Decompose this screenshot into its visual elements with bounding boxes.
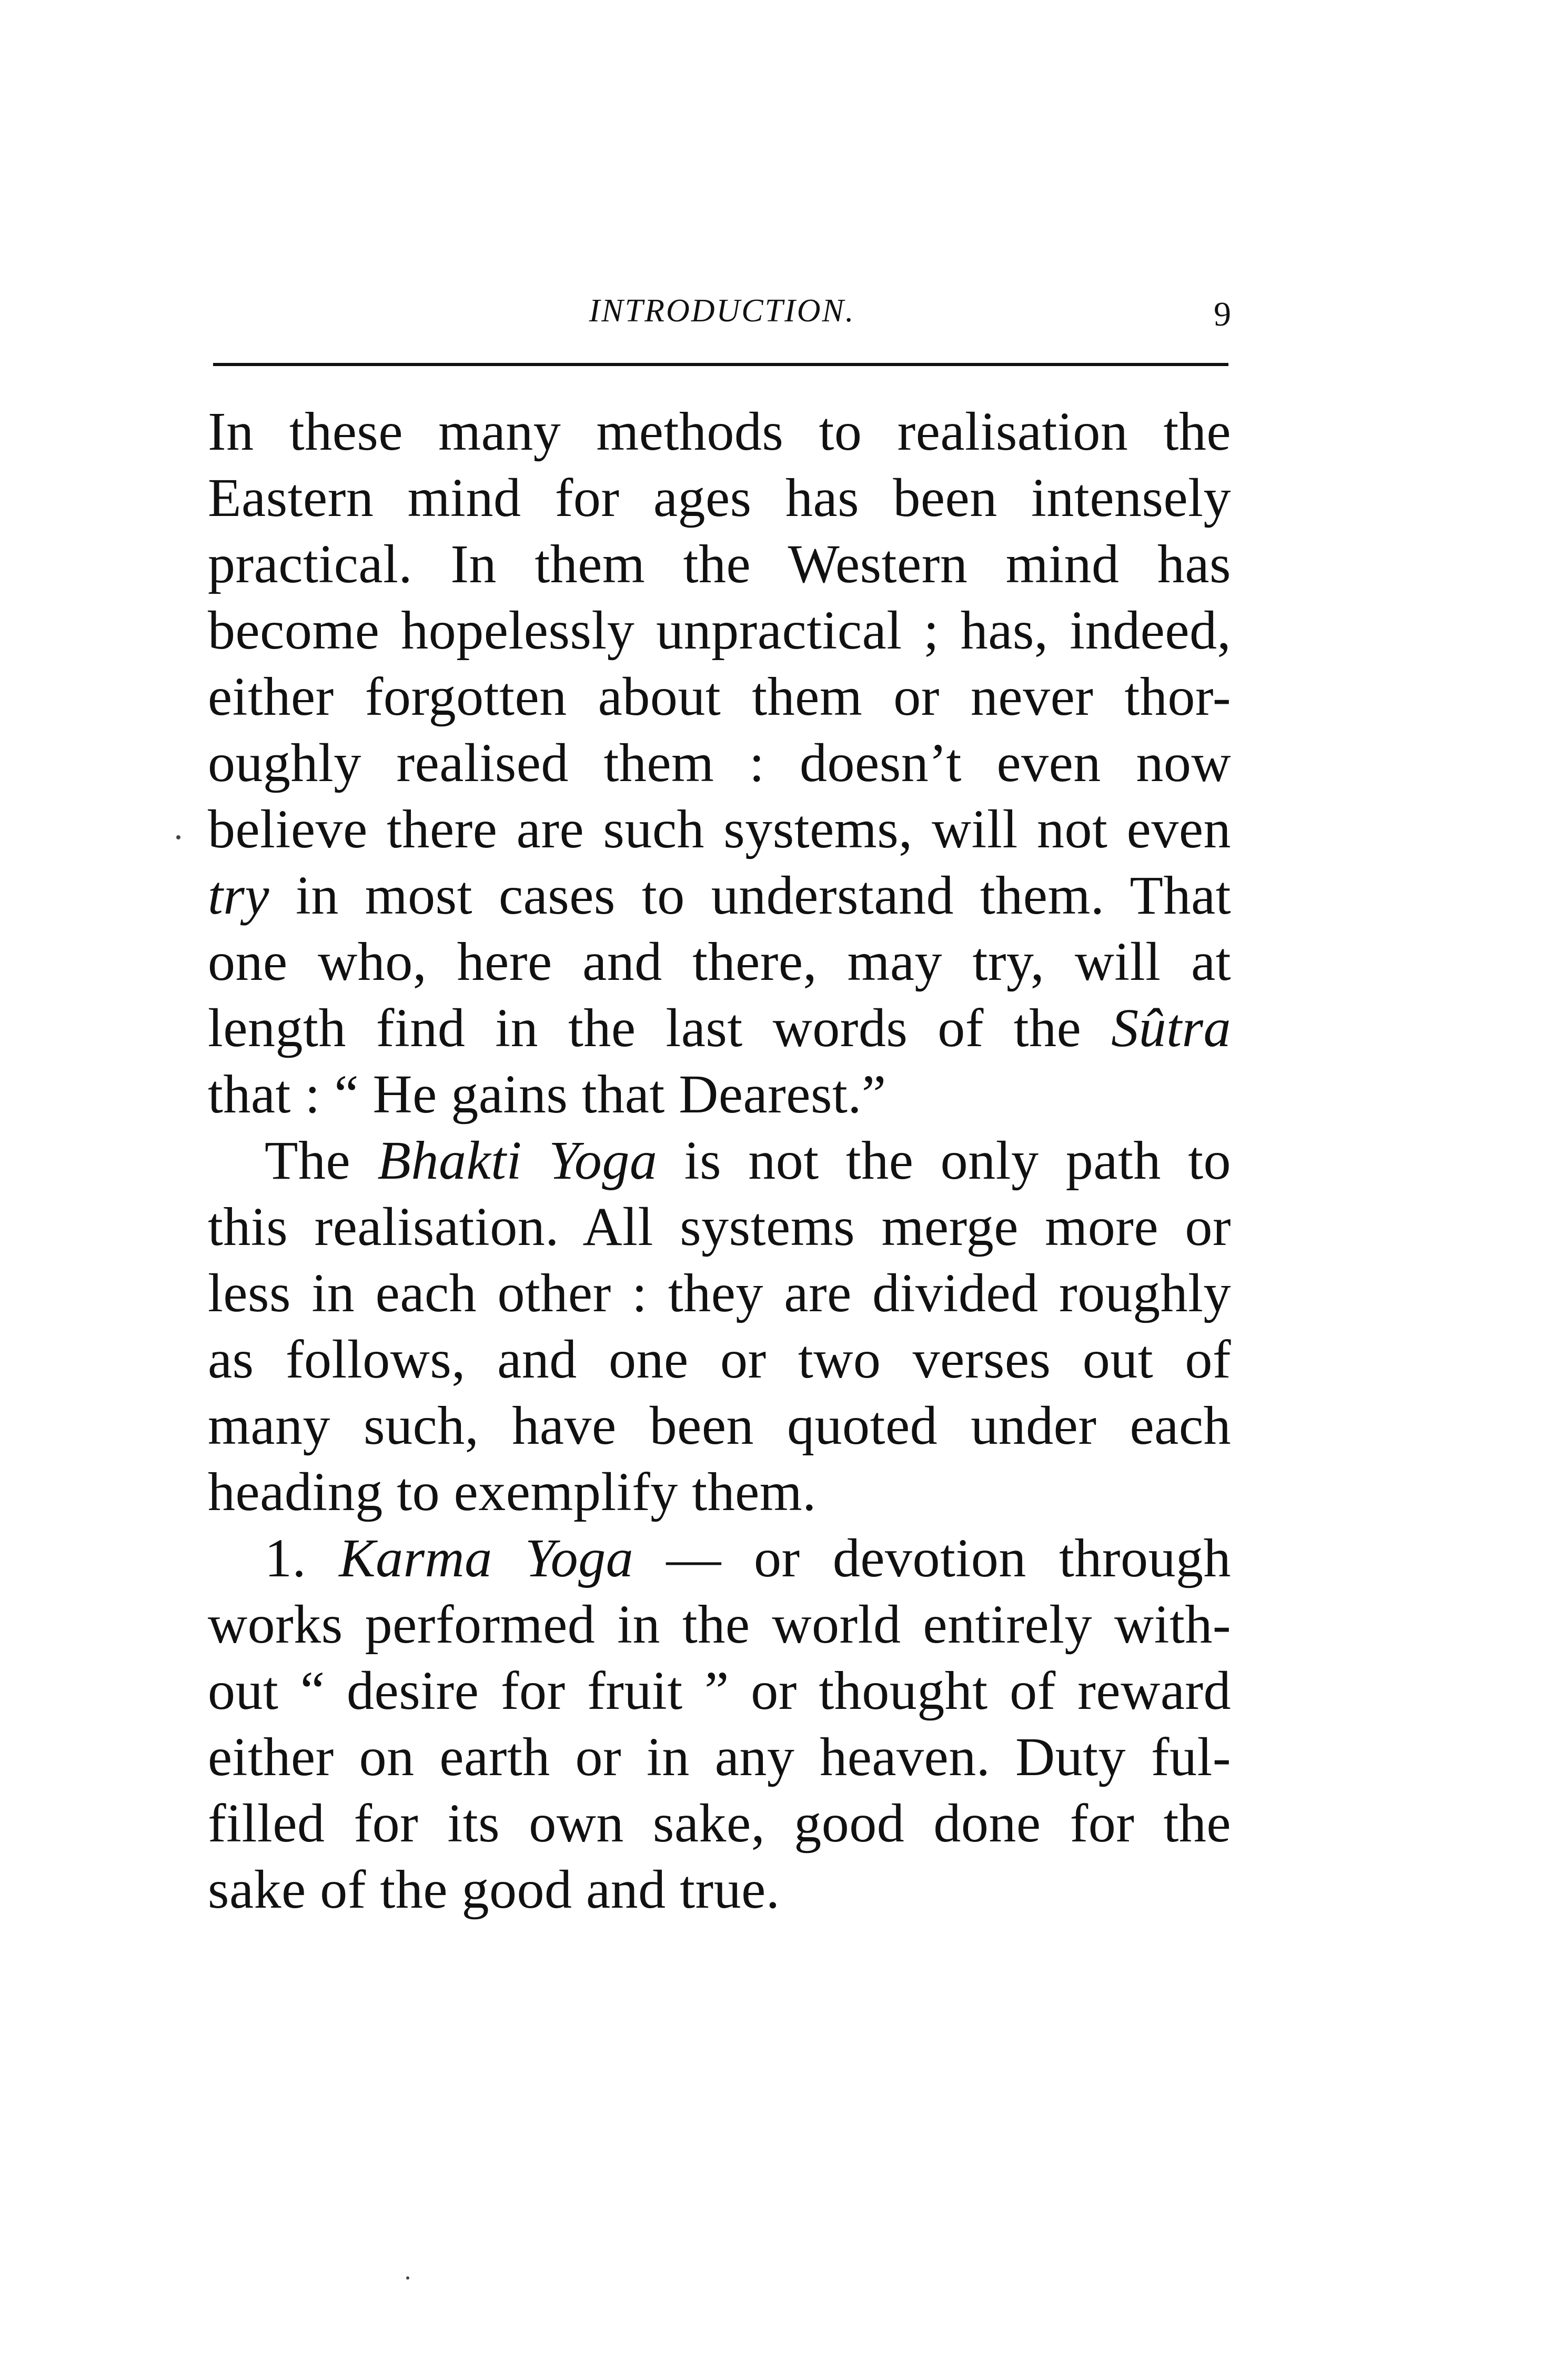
text-run: in most cases to understand them. That (269, 865, 1231, 926)
text-run: this realisation. All systems merge more or (208, 1197, 1231, 1257)
running-head (213, 288, 1231, 341)
page-number: 9 (1214, 295, 1231, 333)
text-run: out “ desire for fruit ” or thought of reward (208, 1660, 1231, 1721)
text-line (208, 531, 1231, 597)
running-title: INTRODUCTION. (589, 293, 855, 329)
text-run: that : “ He gains that Dearest.” (208, 1064, 886, 1125)
text-run: — or devotion through (633, 1528, 1232, 1588)
text-run: less in each other : they are divided roughly (208, 1263, 1231, 1323)
text-line (208, 929, 1231, 995)
text-line (208, 1128, 1231, 1194)
text-line (208, 1790, 1231, 1857)
text-line (208, 995, 1231, 1061)
text-run: In these many methods to realisation the (208, 401, 1231, 462)
text-line (208, 1061, 1231, 1128)
text-run: sake of the good and true. (208, 1859, 780, 1920)
text-line (208, 465, 1231, 531)
text-run: either on earth or in any heaven. Duty ful- (208, 1727, 1231, 1787)
text-run: oughly realised them : doesn’t even now (208, 733, 1231, 793)
text-run: become hopelessly unpractical ; has, indeed, (208, 600, 1231, 661)
text-line (208, 1592, 1231, 1658)
text-run: heading to exemplify them. (208, 1462, 817, 1522)
text-line (208, 1658, 1231, 1724)
text-run: many such, have been quoted under each (208, 1395, 1231, 1456)
paragraph (208, 1525, 1231, 1923)
text-line (208, 1724, 1231, 1790)
text-run: practical. In them the Western mind has (208, 534, 1231, 594)
text-run: as follows, and one or two verses out of (208, 1329, 1231, 1390)
text-run: Eastern mind for ages has been intensely (208, 468, 1231, 528)
paper-speck (406, 2276, 409, 2280)
paragraph (208, 399, 1231, 1128)
text-line (208, 399, 1231, 465)
text-run: 1. (265, 1528, 339, 1588)
text-run: works performed in the world entirely with- (208, 1594, 1231, 1655)
italic-term: Bhakti Yoga (377, 1130, 658, 1191)
text-line (208, 863, 1231, 929)
italic-term: Karma Yoga (339, 1528, 634, 1588)
body-text (208, 399, 1231, 1923)
text-run: is not the only path to (657, 1130, 1231, 1191)
paragraph (208, 1128, 1231, 1525)
text-line (208, 730, 1231, 796)
text-run: believe there are such systems, will not even (208, 799, 1231, 859)
text-line (208, 1260, 1231, 1326)
text-run: either forgotten about them or never thor- (208, 666, 1231, 727)
margin-mark (176, 835, 180, 839)
text-run: length find in the last words of the (208, 998, 1112, 1058)
italic-term: try (208, 865, 270, 926)
italic-term: Sûtra (1111, 998, 1231, 1058)
text-run: filled for its own sake, good done for the (208, 1793, 1231, 1854)
text-line (208, 796, 1231, 863)
text-line (208, 1525, 1231, 1592)
text-line (208, 664, 1231, 730)
text-line (208, 1194, 1231, 1260)
text-line (208, 1857, 1231, 1923)
text-line (208, 597, 1231, 664)
text-line (208, 1393, 1231, 1459)
text-line (208, 1326, 1231, 1393)
text-line (208, 1459, 1231, 1525)
text-run: one who, here and there, may try, will at (208, 931, 1231, 992)
text-run: The (265, 1130, 378, 1191)
header-rule (213, 363, 1228, 366)
